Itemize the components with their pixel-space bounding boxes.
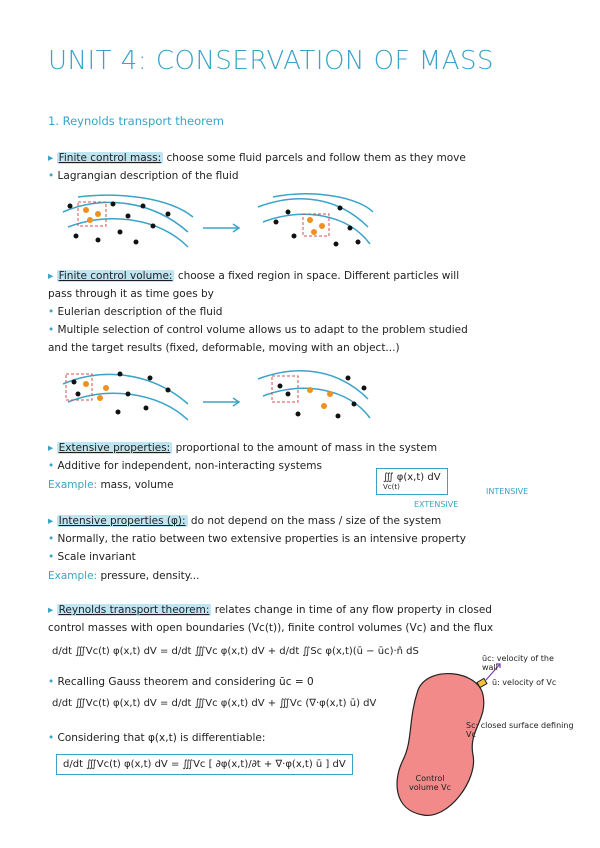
ext-b1-line: • Additive for independent, non-interacting systems bbox=[48, 460, 322, 472]
rtt-desc: relates change in time of any flow property in closed bbox=[214, 604, 492, 616]
ext-box-sub: Vc(t) bbox=[383, 483, 400, 491]
fcv-term: Finite control volume: bbox=[58, 270, 173, 282]
int-b1: Normally, the ratio between two extensive properties is an intensive property bbox=[57, 533, 466, 545]
fcv-b3: and the target results (fixed, deformable, moving with an object...) bbox=[48, 342, 400, 354]
sc-label: Sc: closed surface defining Vc bbox=[466, 721, 574, 739]
rtt-line: ▸ Reynolds transport theorem: relates change in time of any flow property in closed bbox=[48, 604, 492, 616]
cv-label: Control volume Vc bbox=[408, 774, 452, 792]
uc-label: ūc: velocity of the wall bbox=[482, 654, 554, 672]
fcv-b2: Multiple selection of control volume allows us to adapt to the problem studied bbox=[57, 324, 468, 336]
rtt-b2: Considering that φ(x,t) is differentiable: bbox=[57, 732, 266, 744]
rtt-b1: Recalling Gauss theorem and considering ūc = 0 bbox=[57, 676, 314, 688]
rtt-term: Reynolds transport theorem: bbox=[58, 604, 210, 616]
ext-term: Extensive properties: bbox=[58, 442, 171, 454]
int-example bbox=[48, 570, 199, 582]
page-title: UNIT 4: CONSERVATION OF MASS bbox=[48, 46, 495, 76]
equation-1: d/dt ∭Vc(t) φ(x,t) dV = d/dt ∭Vc φ(x,t) dV + d/dt ∬Sc φ(x,t)(ū − ūc)·n̂ dS bbox=[52, 646, 419, 657]
fcm-term: Finite control mass: bbox=[58, 152, 162, 164]
extensive-box bbox=[376, 468, 448, 495]
ext-example-label: Example: bbox=[48, 479, 98, 491]
u-label: ū: velocity of Vc bbox=[492, 678, 557, 687]
fcv-line: ▸ Finite control volume: choose a fixed region in space. Different particles will bbox=[48, 270, 460, 282]
rtt-b1-line: • Recalling Gauss theorem and considering ūc = 0 bbox=[48, 676, 314, 688]
int-b1-line: • Normally, the ratio between two extensive properties is an intensive property bbox=[48, 533, 466, 545]
int-term: Intensive properties (φ): bbox=[58, 515, 186, 527]
int-b2: Scale invariant bbox=[57, 551, 136, 563]
diagram-control-volume bbox=[58, 364, 378, 426]
int-line: ▸ Intensive properties (φ): do not depend on the mass / size of the system bbox=[48, 515, 442, 527]
int-example-label: Example: bbox=[48, 570, 98, 582]
fcv-b1: Eulerian description of the fluid bbox=[57, 306, 223, 318]
ext-example-text: mass, volume bbox=[100, 479, 174, 491]
fcm-desc: choose some fluid parcels and follow them as they move bbox=[166, 152, 466, 164]
rtt-b2-line: • Considering that φ(x,t) is differentiable: bbox=[48, 732, 266, 744]
fcm-b1: Lagrangian description of the fluid bbox=[57, 170, 239, 182]
extensive-label: EXTENSIVE bbox=[414, 500, 459, 509]
int-b2-line: • Scale invariant bbox=[48, 551, 136, 563]
fcv-desc2: pass through it as time goes by bbox=[48, 288, 214, 300]
intensive-label: INTENSIVE bbox=[486, 487, 529, 496]
fcv-desc: choose a fixed region in space. Different particles will bbox=[177, 270, 460, 282]
fcv-b1-line: • Eulerian description of the fluid bbox=[48, 306, 223, 318]
rtt-desc2: control masses with open boundaries (Vc(t)), finite control volumes (Vc) and the flux bbox=[48, 622, 494, 634]
ext-box-eq: ∭ φ(x,t) dV bbox=[383, 472, 441, 483]
fcm-line: ▸ Finite control mass: choose some fluid parcels and follow them as they move bbox=[48, 152, 466, 164]
section-heading: 1. Reynolds transport theorem bbox=[48, 114, 224, 128]
equation-2: d/dt ∭Vc(t) φ(x,t) dV = d/dt ∭Vc φ(x,t) dV + ∭Vc (∇·φ(x,t) ū) dV bbox=[52, 698, 377, 709]
ext-line: ▸ Extensive properties: proportional to the amount of mass in the system bbox=[48, 442, 438, 454]
int-desc: do not depend on the mass / size of the system bbox=[190, 515, 442, 527]
diagram-control-mass bbox=[58, 192, 378, 254]
fcv-b2-line: • Multiple selection of control volume allows us to adapt to the problem studied bbox=[48, 324, 468, 336]
int-example-text: pressure, density... bbox=[100, 570, 200, 582]
control-volume-figure bbox=[388, 650, 508, 830]
ext-b1: Additive for independent, non-interacting systems bbox=[57, 460, 322, 472]
fcm-bullet: • Lagrangian description of the fluid bbox=[48, 170, 239, 182]
ext-desc: proportional to the amount of mass in the system bbox=[175, 442, 438, 454]
equation-3: d/dt ∭Vc(t) φ(x,t) dV = ∭Vc [ ∂φ(x,t)/∂t + ∇·φ(x,t) ū ] dV bbox=[56, 754, 353, 775]
ext-example bbox=[48, 479, 174, 491]
